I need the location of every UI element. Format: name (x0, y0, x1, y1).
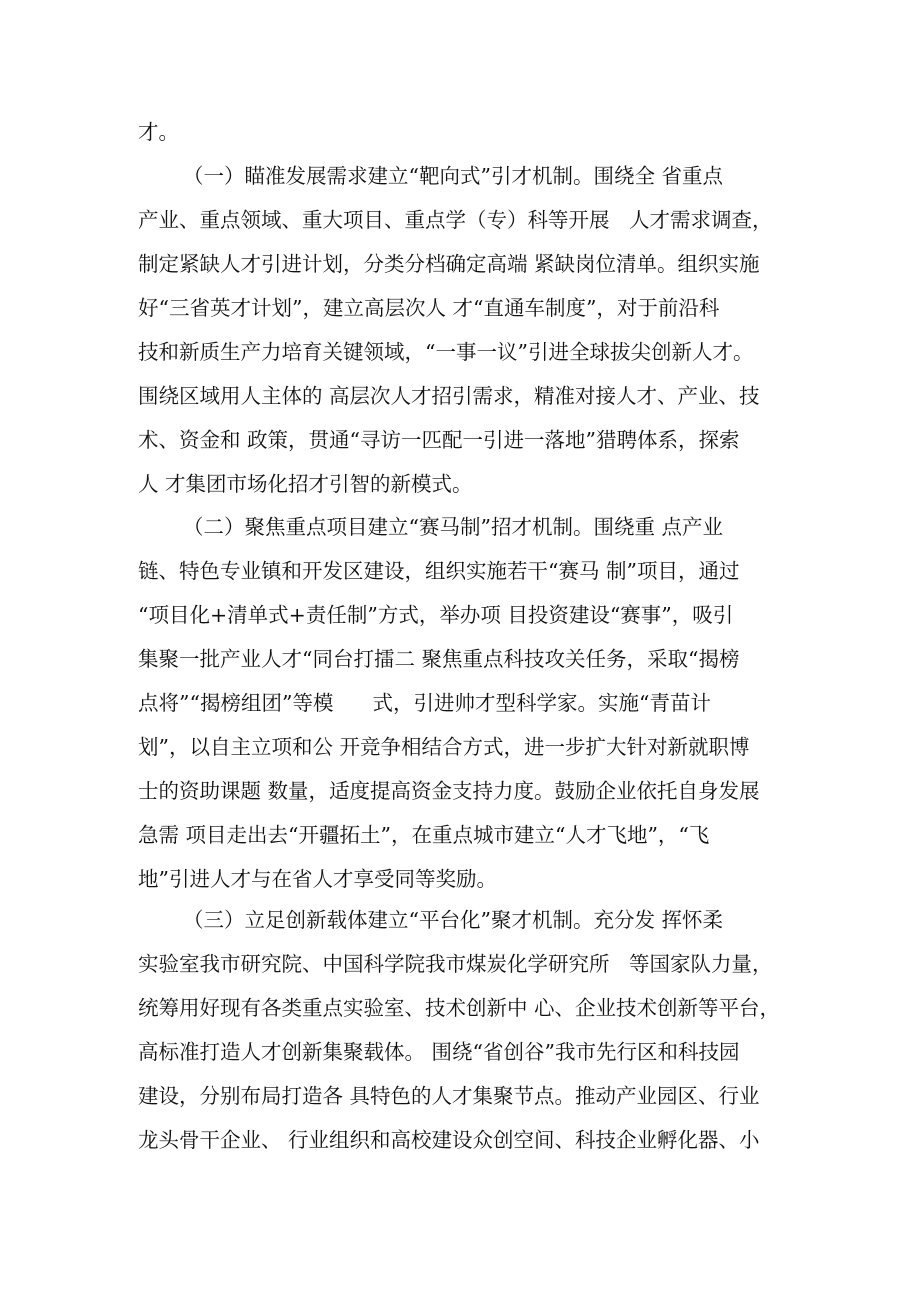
paragraph-1-heading-line: （一）瞄准发展需求建立“靶向式”引才机制。围绕全 省重点 (183, 164, 723, 188)
text-line: 高标准打造人才创新集聚载体。 围绕“省创谷”我市先行区和科技园 (138, 1040, 740, 1064)
text-line: 人 才集团市场化招才引智的新模式。 (138, 472, 473, 496)
text-line: 统筹用好现有各类重点实验室、技术创新中 心、企业技术创新等平台， (138, 996, 781, 1020)
text-line: 才。 (138, 120, 179, 144)
text-line: 链、特色专业镇和开发区建设，组织实施若干“赛马 制”项目，通过 (138, 559, 740, 583)
text-line: 好“三省英才计划”，建立高层次人 才“直通车制度”，对于前沿科 (138, 296, 720, 320)
text-line: 建设，分别布局打造各 具特色的人才集聚节点。推动产业园区、行业 (138, 1084, 760, 1108)
text-line: 制定紧缺人才引进计划，分类分档确定高端 紧缺岗位清单。组织实施 (138, 252, 760, 276)
text-line: 士的资助课题 数量，适度提高资金支持力度。鼓励企业依托自身发展 (138, 779, 760, 803)
text-line: 点将”“揭榜组团”等模 式，引进帅才型科学家。实施“青苗计 (138, 691, 712, 715)
text-line: 术、资金和 政策，贯通“寻访一匹配一引进一落地”猎聘体系，探索 (138, 428, 740, 452)
text-line: 龙头骨干企业、 行业组织和高校建设众创空间、科技企业孵化器、小 (138, 1128, 760, 1152)
text-line: 集聚一批产业人才“同台打擂二 聚焦重点科技攻关任务，采取“揭榜 (138, 647, 740, 671)
text-line: 急需 项目走出去“开疆拓土”，在重点城市建立“人才飞地”，“飞 (138, 823, 710, 847)
text-line: 划”，以自主立项和公 开竞争相结合方式，进一步扩大针对新就职博 (138, 735, 750, 759)
text-line: 实验室我市研究院、中国科学院我市煤炭化学研究所 等国家队力量， (138, 952, 773, 976)
paragraph-3-heading-line: （三）立足创新载体建立“平台化”聚才机制。充分发 挥怀柔 (183, 908, 723, 932)
text-line: 地”引进人才与在省人才享受同等奖励。 (138, 867, 497, 891)
text-line: 围绕区域用人主体的 高层次人才招引需求，精准对接人才、产业、技 (138, 384, 760, 408)
text-line: “项目化+清单式+责任制”方式，举办项 目投资建设“赛事”，吸引 (138, 603, 734, 627)
text-line: 技和新质生产力培育关键领域，“一事一议”引进全球拔尖创新人才。 (138, 340, 754, 364)
paragraph-2-heading-line: （二）聚焦重点项目建立“赛马制”招才机制。围绕重 点产业 (183, 515, 723, 539)
text-line: 产业、重点领域、重大项目、重点学（专）科等开展 人才需求调查， (138, 208, 773, 232)
